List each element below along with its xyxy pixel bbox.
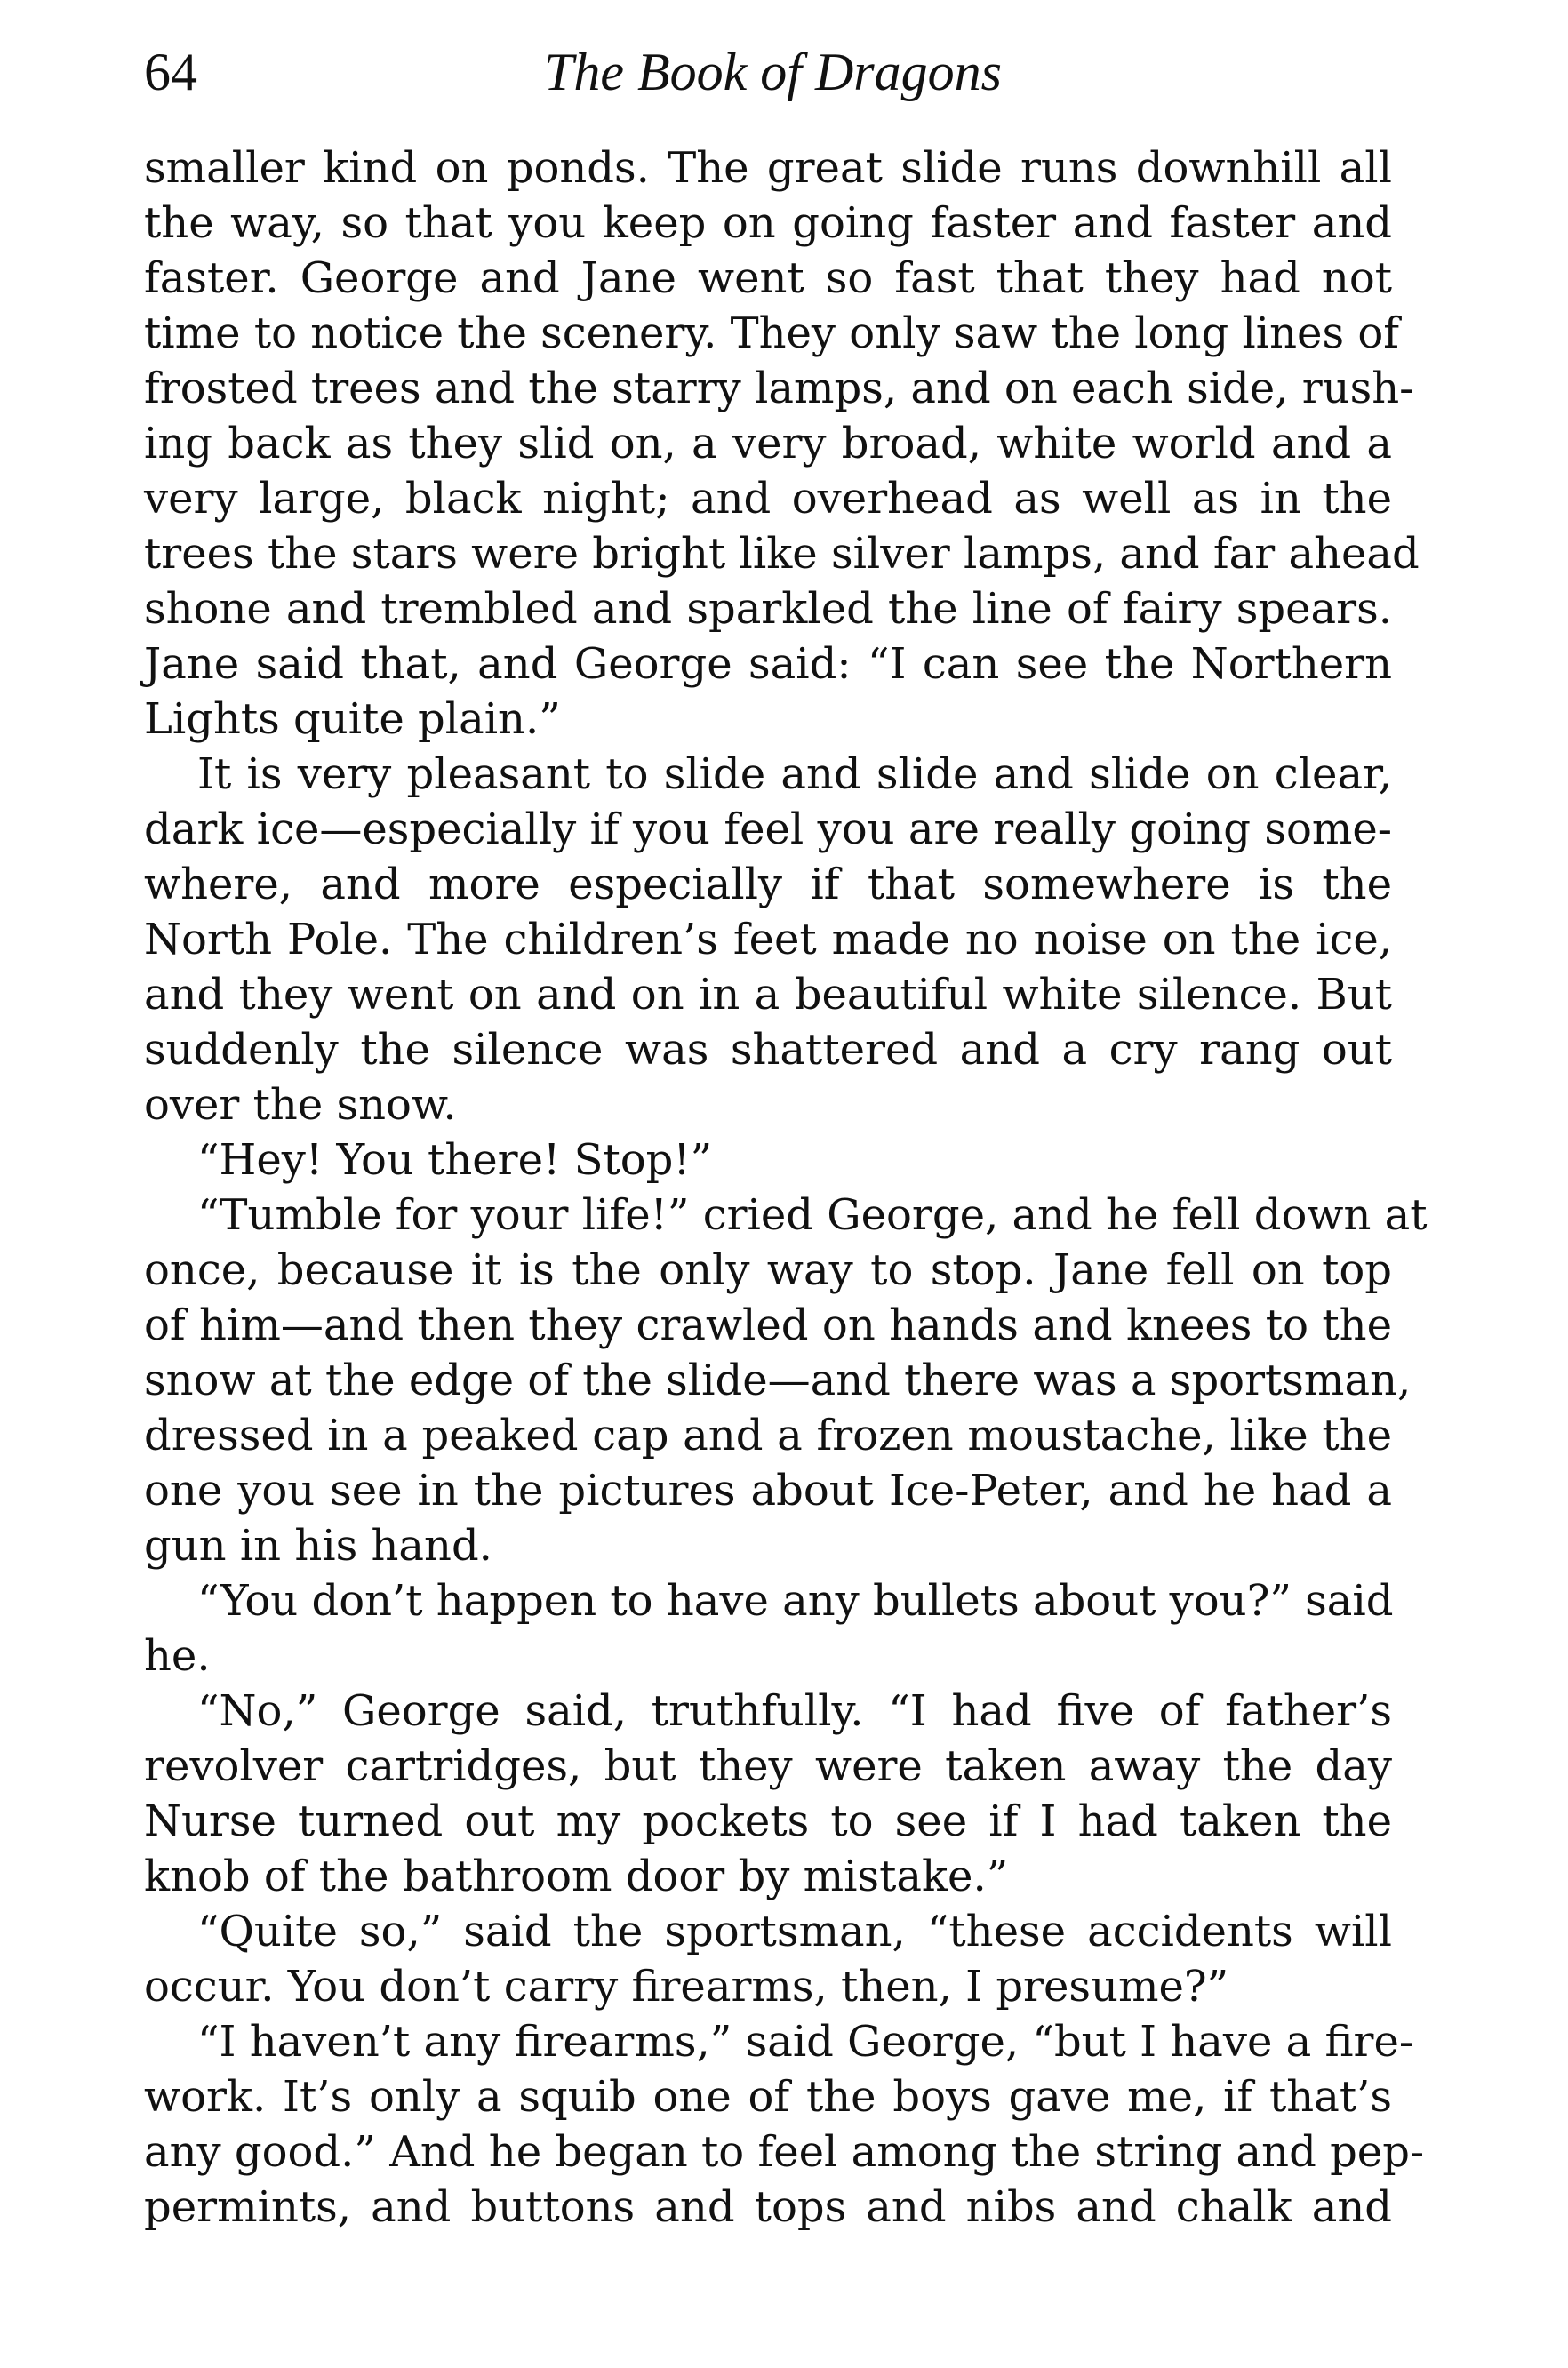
- text-line: the way, so that you keep on going faster and faster and: [144, 198, 1392, 248]
- text-line: of him—and then they crawled on hands and knees to the: [144, 1300, 1392, 1350]
- text-line: “No,” George said, truthfully. “I had five of father’s: [197, 1686, 1392, 1736]
- page-number: 64: [144, 43, 197, 101]
- text-line: time to notice the scenery. They only saw the long lines of: [144, 308, 1400, 358]
- text-line: work. It’s only a squib one of the boys gave me, if that’s: [144, 2072, 1392, 2122]
- text-line: gun in his hand.: [144, 1521, 492, 1571]
- text-line: ing back as they slid on, a very broad, white world and a: [144, 419, 1392, 468]
- text-line: trees the stars were bright like silver lamps, and far ahead: [144, 529, 1420, 579]
- text-line: and they went on and on in a beautiful white silence. But: [144, 970, 1392, 1020]
- text-line: It is very pleasant to slide and slide and slide on clear,: [197, 749, 1392, 799]
- text-line: “Quite so,” said the sportsman, “these accidents will: [197, 1907, 1392, 1956]
- text-line: “I haven’t any firearms,” said George, “but I have a fire-: [197, 2017, 1414, 2067]
- text-line: one you see in the pictures about Ice-Peter, and he had a: [144, 1466, 1392, 1516]
- text-line: revolver cartridges, but they were taken away the day: [144, 1741, 1392, 1791]
- text-line: knob of the bathroom door by mistake.”: [144, 1852, 1009, 1901]
- text-line: smaller kind on ponds. The great slide runs downhill all: [144, 143, 1392, 193]
- text-line: dark ice—especially if you feel you are really going some-: [144, 804, 1392, 854]
- text-line: shone and trembled and sparkled the line of fairy spears.: [144, 584, 1392, 634]
- text-line: permints, and buttons and tops and nibs and chalk and: [144, 2182, 1392, 2232]
- text-line: snow at the edge of the slide—and there was a sportsman,: [144, 1356, 1412, 1405]
- text-line: very large, black night; and overhead as well as in the: [144, 474, 1392, 524]
- text-line: dressed in a peaked cap and a frozen moustache, like the: [144, 1411, 1392, 1460]
- page-header: [144, 25, 1388, 123]
- text-line: Jane said that, and George said: “I can see the Northern: [144, 639, 1392, 689]
- text-line: “Hey! You there! Stop!”: [197, 1135, 713, 1185]
- text-line: over the snow.: [144, 1080, 457, 1130]
- text-line: any good.” And he began to feel among the string and pep-: [144, 2127, 1425, 2177]
- text-line: where, and more especially if that somewhere is the: [144, 860, 1392, 909]
- running-title: The Book of Dragons: [544, 43, 1002, 101]
- text-line: “You don’t happen to have any bullets about you?” said: [197, 1576, 1394, 1626]
- text-line: he.: [144, 1631, 211, 1681]
- text-line: Lights quite plain.”: [144, 694, 561, 744]
- text-line: frosted trees and the starry lamps, and on each side, rush-: [144, 364, 1414, 413]
- text-line: suddenly the silence was shattered and a cry rang out: [144, 1025, 1392, 1075]
- body-text: [144, 140, 1428, 2235]
- text-line: “Tumble for your life!” cried George, and he fell down at: [197, 1190, 1428, 1240]
- text-line: Nurse turned out my pockets to see if I had taken the: [144, 1796, 1392, 1846]
- text-line: North Pole. The children’s feet made no noise on the ice,: [144, 915, 1392, 964]
- text-line: once, because it is the only way to stop. Jane fell on top: [144, 1245, 1392, 1295]
- text-line: faster. George and Jane went so fast that they had not: [144, 253, 1392, 303]
- text-line: occur. You don’t carry firearms, then, I presume?”: [144, 1962, 1229, 2012]
